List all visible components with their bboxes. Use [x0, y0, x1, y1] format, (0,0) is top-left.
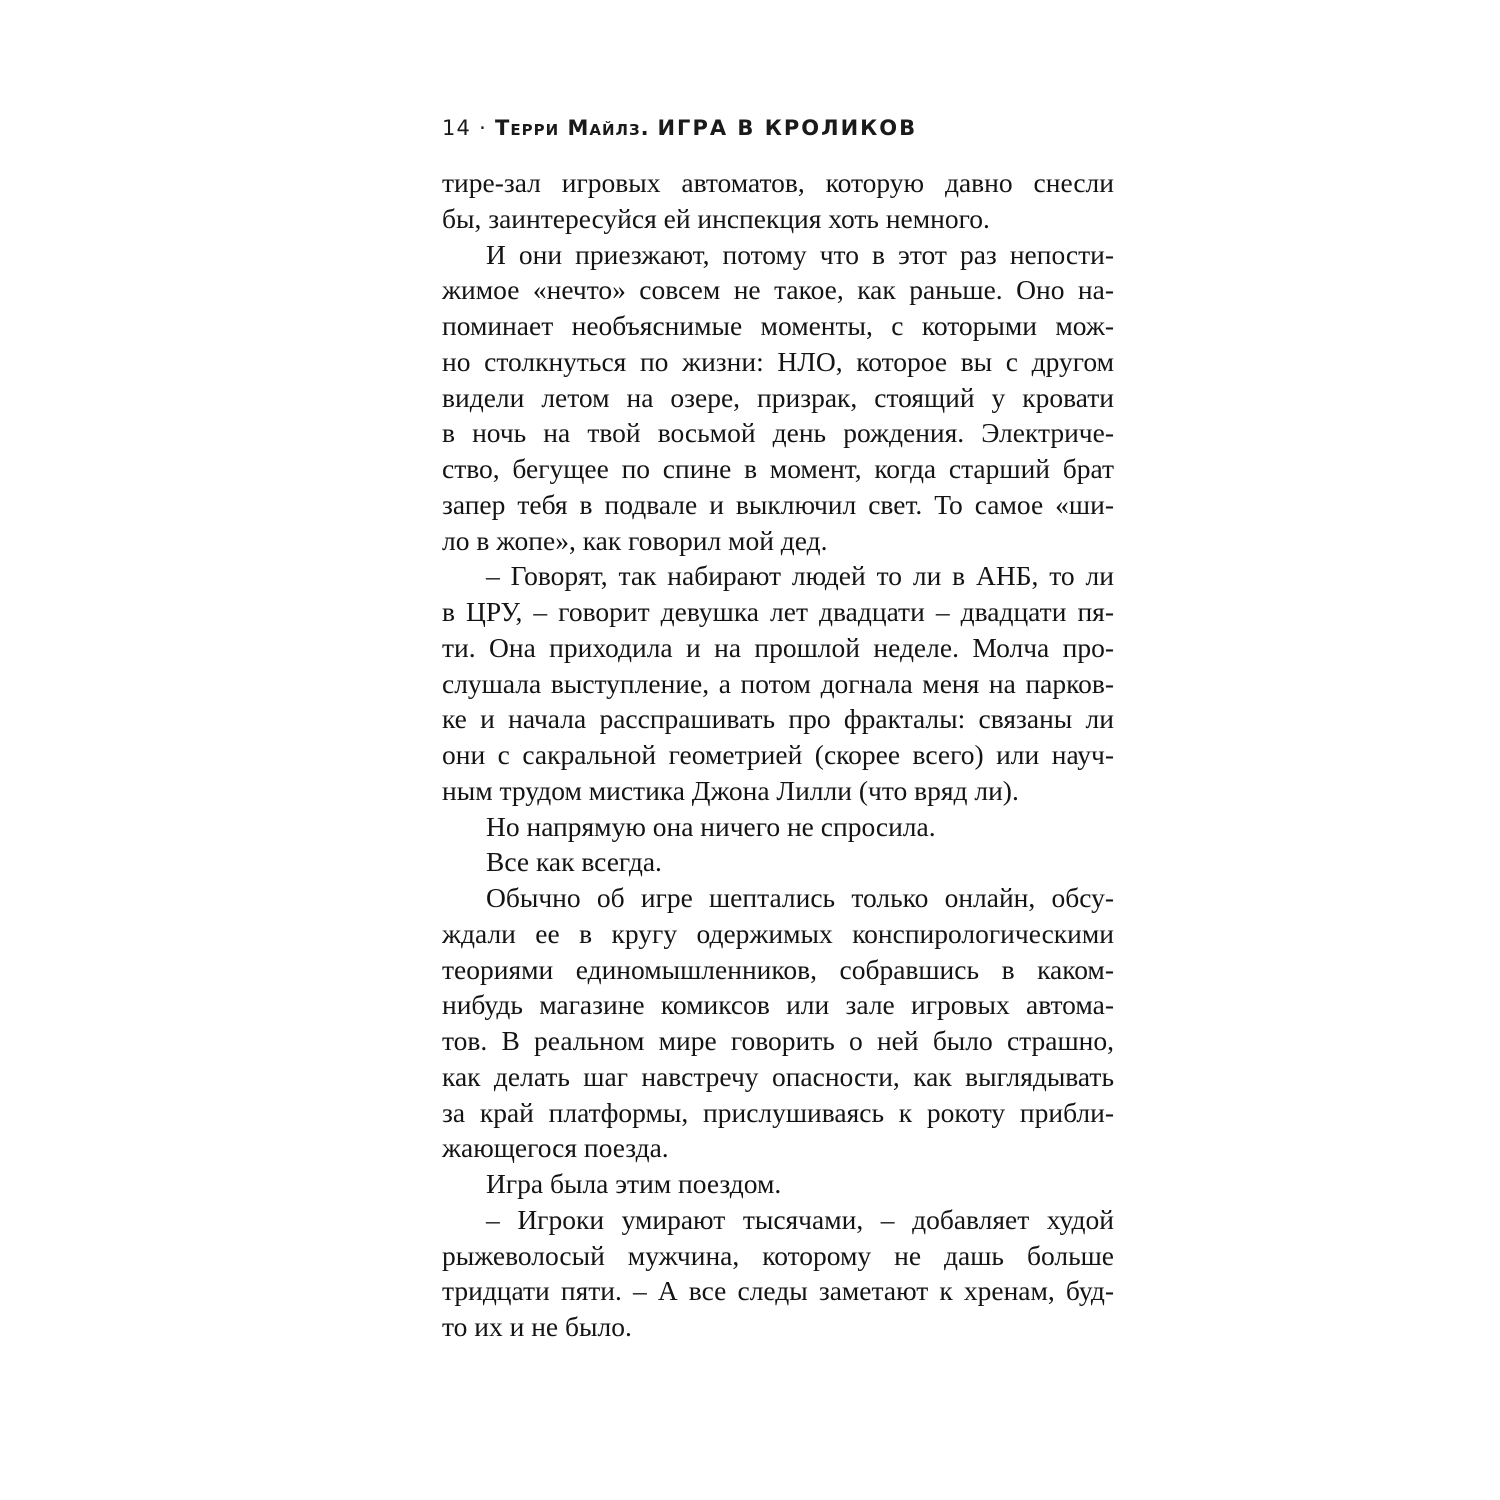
text-line: то их и не было.	[442, 1311, 632, 1342]
text-line: Но напрямую она ничего не спросила.	[486, 810, 936, 842]
text-line: – Игроки умирают тысячами, – добавляет худой	[486, 1203, 1114, 1235]
text-line: ство, бегущее по спине в момент, когда старший брат	[442, 453, 1114, 484]
running-head	[442, 116, 917, 140]
text-line: тире-зал игровых автоматов, которую давно снесли	[442, 167, 1114, 198]
text-line: ти. Она приходила и на прошлой неделе. Молча про-	[442, 631, 1114, 663]
text-line: ло в жопе», как говорил мой дед.	[442, 524, 828, 556]
text-line: жимое «нечто» совсем не такое, как раньше. Оно на-	[442, 274, 1114, 306]
text-line: но столкнуться по жизни: НЛО, которое вы с другом	[442, 345, 1114, 377]
text-line: рыжеволосый мужчина, которому не дашь больше	[442, 1239, 1114, 1271]
text-line: – Говорят, так набирают людей то ли в АНБ, то ли	[486, 560, 1114, 592]
text-line: тридцати пяти. – А все следы заметают к хренам, буд-	[442, 1275, 1114, 1307]
text-line: как делать шаг навстречу опасности, как выглядывать	[442, 1060, 1114, 1092]
text-line: Обычно об игре шептались только онлайн, обсу-	[486, 882, 1114, 913]
running-head-author: Терри Майлз.	[495, 116, 650, 140]
running-head-book-title: ИГРА В КРОЛИКОВ	[657, 116, 918, 140]
text-line: бы, заинтересуйся ей инспекция хоть немного.	[442, 202, 990, 234]
page-number: 14	[442, 116, 472, 140]
text-line: тов. В реальном мире говорить о ней было страшно,	[442, 1025, 1114, 1056]
text-line: поминает необъяснимые моменты, с которыми мож-	[442, 310, 1114, 341]
text-line: ке и начала расспрашивать про фракталы: связаны ли	[442, 703, 1114, 735]
text-line: запер тебя в подвале и выключил свет. То самое «ши-	[442, 488, 1114, 520]
text-line: теориями единомышленников, собравшись в каком-	[442, 953, 1114, 985]
running-head-separator: ·	[479, 116, 488, 140]
text-line: нибудь магазине комиксов или зале игровых автома-	[442, 989, 1114, 1021]
text-line: видели летом на озере, призрак, стоящий у кровати	[442, 381, 1114, 413]
text-line: Все как всегда.	[486, 846, 662, 878]
text-line: И они приезжают, потому что в этот раз непости-	[486, 238, 1114, 270]
body-text	[442, 165, 1114, 1345]
text-line: они с сакральной геометрией (скорее всего) или науч-	[442, 739, 1114, 770]
text-line: ным трудом мистика Джона Лилли (что вряд ли).	[442, 774, 1019, 806]
text-line: жающегося поезда.	[442, 1132, 669, 1164]
text-line: слушала выступление, а потом догнала меня на парков-	[442, 667, 1114, 699]
text-line: за край платформы, прислушиваясь к рокоту прибли-	[442, 1096, 1114, 1128]
text-line: в ЦРУ, – говорит девушка лет двадцати – двадцати пя-	[442, 596, 1114, 627]
text-line: в ночь на твой восьмой день рождения. Электриче-	[442, 417, 1114, 449]
text-line: Игра была этим поездом.	[486, 1168, 782, 1199]
text-line: ждали ее в кругу одержимых конспирологическими	[442, 917, 1114, 949]
